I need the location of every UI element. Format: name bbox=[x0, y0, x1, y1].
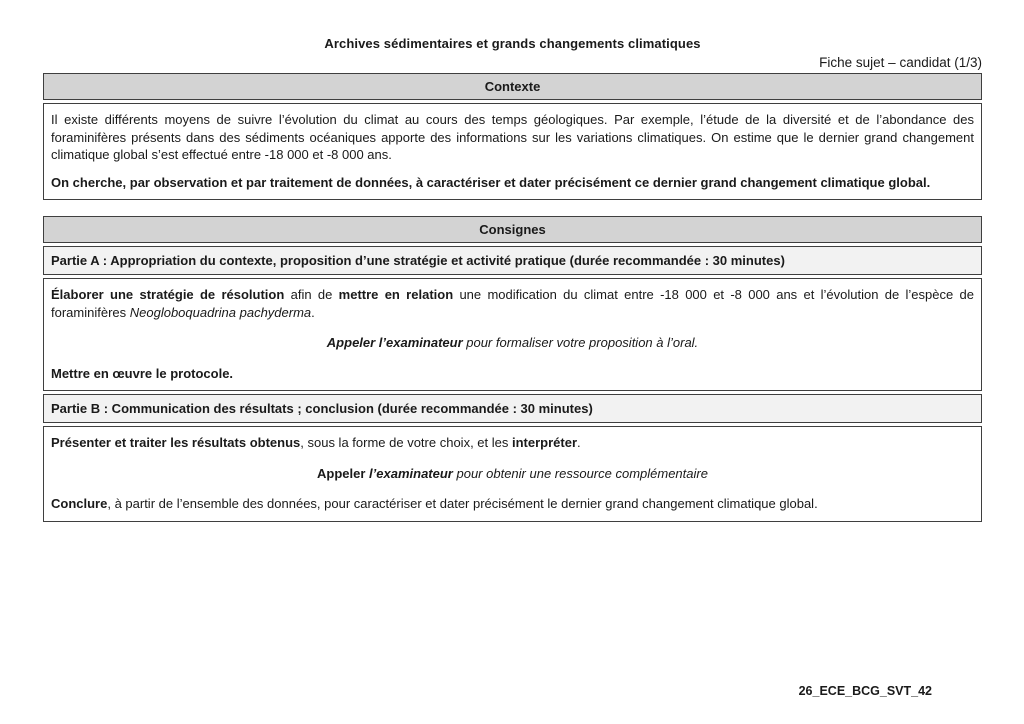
consignes-section bbox=[43, 216, 982, 522]
text-segment: . bbox=[577, 435, 581, 450]
text-segment: interpréter bbox=[511, 435, 578, 450]
examiner-call-a bbox=[51, 334, 974, 352]
text-segment: Élaborer une stratégie de résolution bbox=[51, 287, 285, 302]
document-page bbox=[43, 0, 982, 522]
partie-b-header: Partie B : Communication des résultats ; conclusion (durée recommandée : 30 minutes) bbox=[43, 394, 982, 423]
instruction-conclure bbox=[51, 495, 974, 513]
contexte-section bbox=[43, 73, 982, 200]
text-segment: afin de bbox=[284, 287, 339, 302]
examiner-call-b bbox=[51, 465, 974, 483]
text-segment: Appeler bbox=[317, 465, 370, 481]
document-title: Archives sédimentaires et grands changements climatiques bbox=[324, 36, 701, 51]
contexte-paragraph-1: Il existe différents moyens de suivre l’évolution du climat au cours des temps géologiques. Par exemple, l’étude de la diversité et de l’abondance des foraminifères présents dans des sédiments océaniques apporte des informations sur les variations climatiques. On estime que le dernier grand changement climatique global s’est effectué entre -18 000 et -8 000 ans. bbox=[51, 112, 974, 162]
text-segment: mettre en relation bbox=[338, 287, 454, 302]
text-segment: , sous la forme de votre choix, et les bbox=[300, 435, 512, 450]
document-subtitle: Fiche sujet – candidat (1/3) bbox=[819, 55, 982, 70]
instruction-presenter bbox=[51, 434, 974, 452]
contexte-body bbox=[43, 103, 982, 200]
partie-b-body bbox=[43, 426, 982, 522]
text-segment: Présenter et traiter les résultats obtenus bbox=[51, 435, 301, 450]
text-segment: Appeler l’examinateur bbox=[326, 335, 463, 350]
text-segment: l’examinateur bbox=[369, 465, 453, 481]
text-segment: pour formaliser votre proposition à l’oral. bbox=[462, 335, 699, 350]
contexte-header: Contexte bbox=[43, 73, 982, 100]
partie-a-header: Partie A : Appropriation du contexte, proposition d’une stratégie et activité pratique (durée recommandée : 30 minutes) bbox=[43, 246, 982, 275]
species-name: Neogloboquadrina pachyderma bbox=[129, 304, 312, 320]
text-segment: une modification du climat entre -18 000 et -8 000 ans et l’évolution de l’espèce de foraminifères bbox=[51, 287, 974, 320]
partie-a-body bbox=[43, 278, 982, 391]
contexte-paragraph-2: On cherche, par observation et par traitement de données, à caractériser et dater précisément ce dernier grand changement climatique global. bbox=[51, 174, 931, 190]
text-segment: . bbox=[311, 304, 315, 320]
instruction-protocole: Mettre en œuvre le protocole. bbox=[51, 365, 234, 381]
footer-document-code: 26_ECE_BCG_SVT_42 bbox=[798, 684, 932, 698]
text-segment: pour obtenir une ressource complémentaire bbox=[452, 465, 708, 481]
text-segment: Conclure bbox=[51, 496, 108, 511]
text-segment: , à partir de l’ensemble des données, pour caractériser et dater précisément le dernier grand changement climatique global. bbox=[107, 496, 818, 511]
instruction-elaborer bbox=[51, 286, 974, 321]
consignes-header: Consignes bbox=[43, 216, 982, 243]
